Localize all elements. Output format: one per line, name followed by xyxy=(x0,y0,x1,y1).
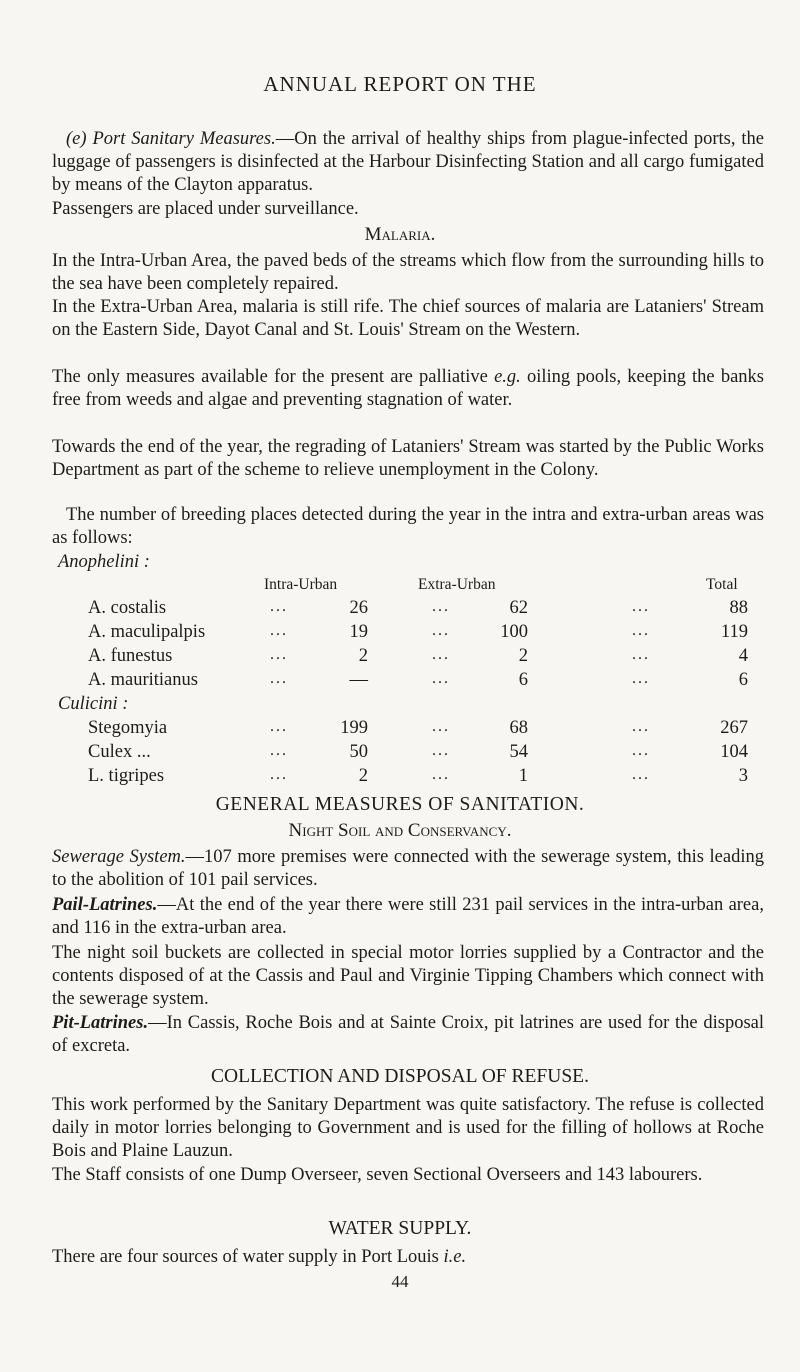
dots: ... xyxy=(432,718,450,735)
extra-value: 100 xyxy=(500,622,528,642)
extra-value: 54 xyxy=(509,742,528,762)
dots: ... xyxy=(432,670,450,687)
dots: ... xyxy=(632,646,650,663)
col-extra-urban: Extra-Urban xyxy=(418,576,496,593)
extra-value: 1 xyxy=(518,766,528,786)
total-value: 4 xyxy=(738,646,748,666)
dots: ... xyxy=(432,742,450,759)
dots: ... xyxy=(270,598,288,615)
dots: ... xyxy=(632,622,650,639)
water-supply-paragraph xyxy=(52,1246,764,1269)
pail-latrines-text: —At the end of the year there were still 231 pail services in the intra-urban area, and 116 in the extra-urban area. xyxy=(52,895,764,938)
sewerage-text: —107 more premises were connected with the sewerage system, this leading to the abolition of 101 pail services. xyxy=(52,847,764,890)
malaria-p3-start: The only measures available for the present are palliative xyxy=(52,367,495,387)
table-column-headers xyxy=(88,576,778,596)
col-intra-urban: Intra-Urban xyxy=(264,576,338,593)
intra-value: 2 xyxy=(358,646,368,666)
port-sanitary-paragraph xyxy=(52,128,764,197)
dots: ... xyxy=(432,646,450,663)
dots: ... xyxy=(270,766,288,783)
total-value: 6 xyxy=(738,670,748,690)
page-number: 44 xyxy=(391,1272,409,1291)
extra-value: 68 xyxy=(509,718,528,738)
water-supply-heading: WATER SUPPLY. xyxy=(328,1218,472,1239)
species-name: Culex ... xyxy=(88,742,151,762)
dots: ... xyxy=(632,742,650,759)
refuse-heading: COLLECTION AND DISPOSAL OF REFUSE. xyxy=(211,1066,589,1087)
species-name: Stegomyia xyxy=(88,718,168,738)
extra-value: 2 xyxy=(518,646,528,666)
dots: ... xyxy=(632,718,650,735)
surveillance-paragraph: Passengers are placed under surveillance. xyxy=(52,199,359,219)
dots: ... xyxy=(632,766,650,783)
running-header: ANNUAL REPORT ON THE xyxy=(263,72,537,96)
port-sanitary-text: —On the arrival of healthy ships from plague-infected ports, the luggage of passengers is disinfected at the Harbour Disinfecting Station and all cargo fumigated by means of the Clayton apparatus. xyxy=(52,129,765,195)
dots: ... xyxy=(432,766,450,783)
pit-latrines-paragraph xyxy=(52,1012,764,1058)
intra-value: 2 xyxy=(358,766,368,786)
total-value: 267 xyxy=(720,718,748,738)
malaria-paragraph-5: The number of breeding places detected during the year in the intra and extra-urban areas was as follows: xyxy=(52,505,764,548)
water-supply-ie: i.e. xyxy=(443,1247,467,1267)
dots: ... xyxy=(270,742,288,759)
species-name: A. maculipalpis xyxy=(88,622,206,642)
intra-value: — xyxy=(349,670,368,690)
night-soil-subheading: Night Soil and Conservancy. xyxy=(288,820,512,841)
pit-latrines-heading: Pit-Latrines. xyxy=(52,1013,149,1033)
species-name: L. tigripes xyxy=(88,766,165,786)
sewerage-heading: Sewerage System. xyxy=(52,847,186,867)
pit-latrines-text: —In Cassis, Roche Bois and at Sainte Croix, pit latrines are used for the disposal of excreta. xyxy=(52,1013,764,1056)
intra-value: 19 xyxy=(349,622,368,642)
species-name: A. mauritianus xyxy=(88,670,198,690)
water-supply-text: There are four sources of water supply in Port Louis xyxy=(52,1247,444,1267)
sewerage-paragraph xyxy=(52,846,764,892)
total-value: 88 xyxy=(729,598,748,618)
malaria-paragraph-1: In the Intra-Urban Area, the paved beds of the streams which flow from the surrounding hills to the sea have been completely repaired. xyxy=(52,251,764,294)
dots: ... xyxy=(432,598,450,615)
species-name: A. costalis xyxy=(88,598,167,618)
extra-value: 6 xyxy=(518,670,528,690)
table-group-culicini: Culicini : xyxy=(58,694,129,714)
extra-value: 62 xyxy=(509,598,528,618)
dots: ... xyxy=(270,646,288,663)
intra-value: 50 xyxy=(349,742,368,762)
malaria-paragraph-2: In the Extra-Urban Area, malaria is still rife. The chief sources of malaria are Lataniers' Stream on the Eastern Side, Dayot Canal and St. Louis' Stream on the Western. xyxy=(52,297,764,340)
dots: ... xyxy=(632,670,650,687)
general-measures-heading: GENERAL MEASURES OF SANITATION. xyxy=(215,794,585,815)
intra-value: 199 xyxy=(340,718,368,738)
dots: ... xyxy=(270,670,288,687)
total-value: 104 xyxy=(720,742,748,762)
total-value: 3 xyxy=(738,766,748,786)
col-total: Total xyxy=(706,576,738,593)
table-group-anophelini: Anophelini : xyxy=(58,552,150,572)
pail-latrines-heading: Pail-Latrines. xyxy=(52,895,158,915)
dots: ... xyxy=(270,622,288,639)
refuse-paragraph-1: This work performed by the Sanitary Department was quite satisfactory. The refuse is collected daily in motor lorries belonging to Government and is used for the filling of hollows at Roche Bois and Plaine Lauzun. xyxy=(52,1095,764,1161)
malaria-p3-eg: e.g. xyxy=(494,367,521,387)
dots: ... xyxy=(632,598,650,615)
night-soil-paragraph: The night soil buckets are collected in special motor lorries supplied by a Contractor and the contents disposed of at the Cassis and Paul and Virginie Tipping Chambers which connect with the sewerage system. xyxy=(52,943,764,1009)
malaria-paragraph-3 xyxy=(52,366,764,412)
pail-latrines-paragraph xyxy=(52,894,764,940)
total-value: 119 xyxy=(720,622,748,642)
port-sanitary-heading: (e) Port Sanitary Measures. xyxy=(66,129,276,149)
malaria-paragraph-4: Towards the end of the year, the regrading of Lataniers' Stream was started by the Public Works Department as part of the scheme to relieve unemployment in the Colony. xyxy=(52,437,764,480)
species-name: A. funestus xyxy=(88,646,173,666)
malaria-p3-end: oiling pools, keeping the banks free from weeds and algae and preventing stagnation of water. xyxy=(52,367,764,410)
dots: ... xyxy=(432,622,450,639)
malaria-heading: Malaria. xyxy=(364,224,436,245)
intra-value: 26 xyxy=(349,598,368,618)
dots: ... xyxy=(270,718,288,735)
refuse-paragraph-2: The Staff consists of one Dump Overseer, seven Sectional Overseers and 143 labourers. xyxy=(52,1165,703,1185)
